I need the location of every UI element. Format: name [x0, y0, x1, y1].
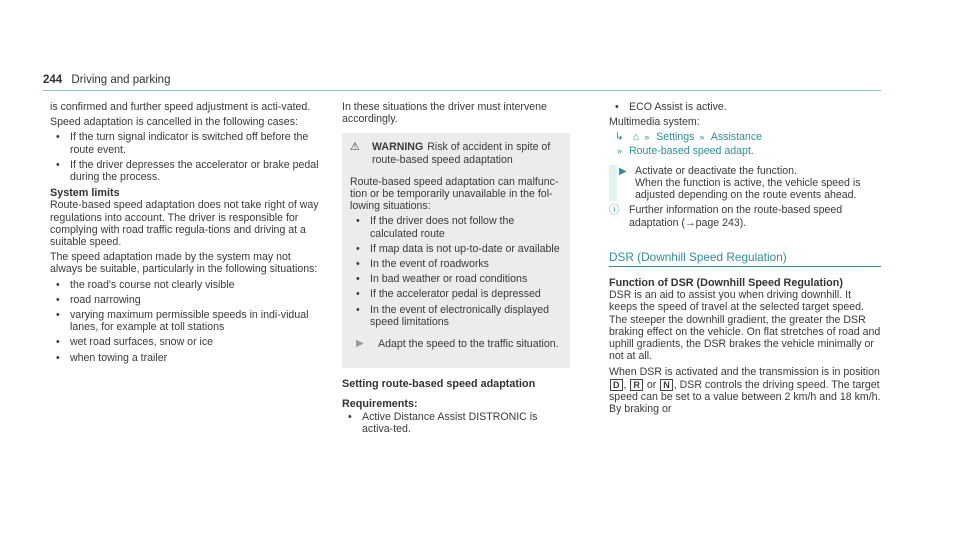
gear-d-icon: D: [610, 379, 623, 391]
paragraph: is confirmed and further speed adjustment is acti-vated.: [50, 101, 311, 113]
list-item: • In the event of electronically displayed speed limitations: [350, 304, 562, 328]
column-2: [342, 101, 570, 438]
bullet-icon: [50, 294, 70, 306]
bullet-icon: [350, 215, 370, 239]
list-item: • In the event of roadworks: [350, 258, 562, 270]
info-note: ⓘ Further information on the route-based speed adaptation (→page 243).: [609, 204, 843, 229]
paragraph: The speed adaptation made by the system may not always be suitable, particularly in the following situations:: [50, 251, 318, 276]
section-name: Driving and parking: [71, 74, 171, 86]
bullet-icon: [50, 336, 70, 348]
list-item: • If the driver does not follow the calculated route: [350, 215, 562, 239]
warning-label: WARNING: [372, 141, 424, 154]
paragraph: Route-based speed adaptation does not take right of way regulations into account. The driver is responsible for complying with road traffic regula-tions and driving at a suitable speed.: [50, 199, 319, 249]
arrow-ref-icon: →: [684, 216, 696, 229]
menu-path-2: [609, 145, 881, 157]
bullet-icon: [350, 288, 370, 300]
bullet-icon: [609, 101, 629, 113]
action-body: When the function is active, the vehicle speed is adjusted depending on the route events ahead.: [635, 177, 861, 202]
warning-box: [342, 133, 570, 368]
path-route: Route-based speed adapt.: [628, 144, 754, 157]
section-title-dsr: DSR (Downhill Speed Regulation): [609, 251, 881, 267]
bullet-icon: [350, 273, 370, 285]
action-arrow-icon: ▶: [619, 165, 627, 177]
bullet-icon: [350, 304, 370, 328]
path-arrow-icon: »: [617, 145, 623, 156]
bullet-icon: [342, 411, 362, 435]
page-header: [43, 74, 170, 86]
heading-requirements: Requirements:: [342, 398, 418, 411]
warning-title-text: Risk of accident in spite of route-based speed adaptation: [372, 141, 551, 166]
action-block: [609, 165, 881, 202]
path-assistance: Assistance: [710, 131, 763, 144]
action-bar: [609, 165, 617, 202]
list-item: • If the turn signal indicator is switched off before the route event.: [50, 131, 325, 155]
page-number: 244: [43, 74, 63, 86]
bullet-icon: [50, 279, 70, 291]
page-reference-link[interactable]: page 243).: [695, 216, 747, 229]
gear-n-icon: N: [660, 379, 673, 391]
heading-setting: Setting route-based speed adaptation: [342, 378, 536, 391]
list-item: • If the driver depresses the accelerator or brake pedal during the process.: [50, 159, 325, 183]
path-settings: Settings: [656, 131, 695, 144]
heading-system-limits: System limits: [50, 187, 120, 200]
action-arrow-icon: ▶: [356, 338, 364, 350]
paragraph: Speed adaptation is cancelled in the following cases:: [50, 116, 298, 129]
list-item: • varying maximum permissible speeds in indi-vidual lanes, for example at toll stations: [50, 309, 325, 333]
bullet-icon: [50, 352, 70, 364]
info-icon: ⓘ: [609, 204, 620, 217]
column-3: [609, 101, 881, 418]
home-icon: ⌂: [632, 131, 640, 144]
column-1: [50, 101, 325, 367]
list-item: • when towing a trailer: [50, 352, 325, 364]
bullet-icon: [350, 258, 370, 270]
warning-triangle-icon: ⚠: [350, 141, 360, 154]
warning-body: Route-based speed adaptation can malfunc-tion or be temporarily unavailable in the fol-lowing situations:: [350, 175, 559, 213]
list-item: • road narrowing: [50, 294, 325, 306]
paragraph: When DSR is activated and the transmission is in position D , R or N , DSR controls the driving speed. The target speed can be set to a value between 2 km/h and 18 km/h. By braking or: [609, 366, 881, 416]
bullet-icon: [350, 243, 370, 255]
list-item: • Active Distance Assist DISTRONIC is activa-ted.: [342, 411, 570, 435]
path-arrow-icon: »: [644, 132, 650, 143]
header-divider: [43, 90, 881, 91]
action-title: Activate or deactivate the function.: [635, 164, 797, 177]
list-item: • In bad weather or road conditions: [350, 273, 562, 285]
list-item: • wet road surfaces, snow or ice: [50, 336, 325, 348]
path-start-icon: ↳: [615, 131, 624, 144]
warning-title: [350, 141, 562, 165]
bullet-icon: [50, 131, 70, 155]
gear-r-icon: R: [630, 379, 643, 391]
paragraph: In these situations the driver must intervene accordingly.: [342, 101, 547, 126]
bullet-icon: [50, 309, 70, 333]
heading-function-dsr: Function of DSR (Downhill Speed Regulation): [609, 277, 843, 290]
list-item: • If map data is not up-to-date or available: [350, 243, 562, 255]
list-item: • the road's course not clearly visible: [50, 279, 325, 291]
menu-path: [609, 131, 881, 143]
bullet-icon: [50, 159, 70, 183]
multimedia-label: Multimedia system:: [609, 116, 700, 129]
list-item: • If the accelerator pedal is depressed: [350, 288, 562, 300]
list-item: • ECO Assist is active.: [609, 101, 881, 113]
warning-action: ▶ Adapt the speed to the traffic situation.: [350, 338, 562, 350]
path-arrow-icon: »: [699, 132, 705, 143]
paragraph: DSR is an aid to assist you when driving downhill. It keeps the speed of travel at the selected target speed. The steeper the downhill gradient, the greater the DSR braking effect on the vehicle. On flat stretches of road and uphill gradients, the DSR brakes the vehicle minimally or not at all.: [609, 289, 881, 363]
